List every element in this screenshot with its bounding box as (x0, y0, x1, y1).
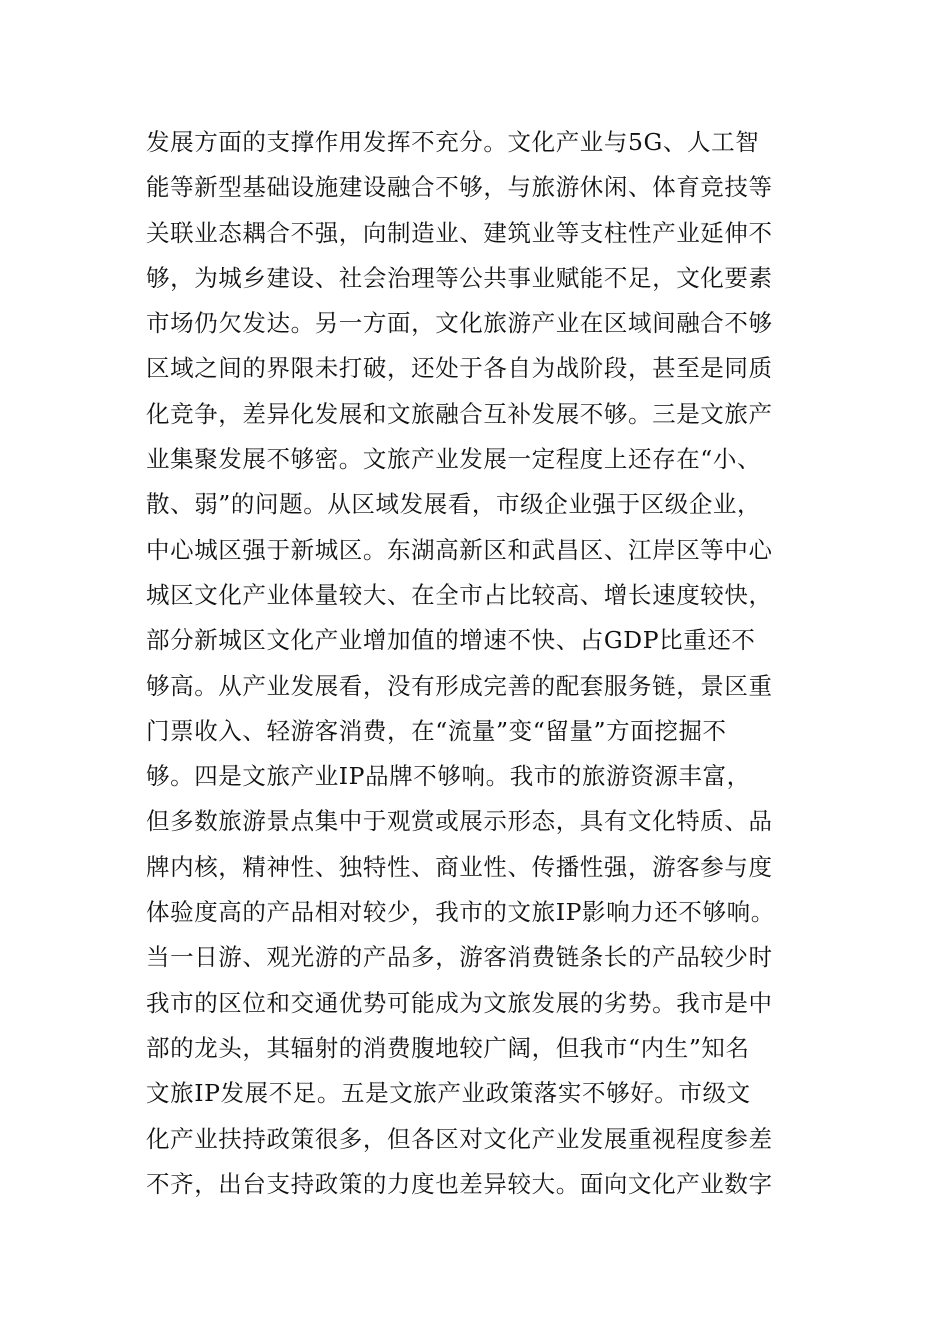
text-line: 部的龙头，其辐射的消费腹地较广阔，但我市“内生”知名 (146, 1033, 750, 1062)
text-line: 部分新城区文化产业增加值的增速不快、占GDP比重还不 (146, 626, 756, 655)
text-line: 但多数旅游景点集中于观赏或展示形态，具有文化特质、品 (146, 807, 773, 836)
text-line: 散、弱”的问题。从区域发展看，市级企业强于区级企业， (146, 490, 762, 519)
body-text (146, 120, 846, 1207)
text-line: 区域之间的界限未打破，还处于各自为战阶段，甚至是同质 (146, 354, 773, 383)
text-line: 门票收入、轻游客消费，在“流量”变“留量”方面挖掘不 (146, 716, 727, 745)
text-line: 化产业扶持政策很多，但各区对文化产业发展重视程度参差 (146, 1124, 773, 1153)
text-line: 当一日游、观光游的产品多，游客消费链条长的产品较少时 (146, 943, 773, 972)
text-line: 够高。从产业发展看，没有形成完善的配套服务链，景区重 (146, 671, 773, 700)
text-line: 牌内核，精神性、独特性、商业性、传播性强，游客参与度 (146, 852, 773, 881)
text-line: 不齐，出台支持政策的力度也差异较大。面向文化产业数字 (146, 1169, 773, 1198)
text-line: 市场仍欠发达。另一方面，文化旅游产业在区域间融合不够 (146, 309, 773, 338)
text-line: 文旅IP发展不足。五是文旅产业政策落实不够好。市级文 (146, 1079, 751, 1108)
text-line: 化竞争，差异化发展和文旅融合互补发展不够。三是文旅产 (146, 399, 773, 428)
text-line: 够，为城乡建设、社会治理等公共事业赋能不足，文化要素 (146, 263, 773, 292)
text-line: 体验度高的产品相对较少，我市的文旅IP影响力还不够响。 (146, 898, 775, 927)
text-line: 我市的区位和交通优势可能成为文旅发展的劣势。我市是中 (146, 988, 773, 1017)
text-line: 中心城区强于新城区。东湖高新区和武昌区、江岸区等中心 (146, 535, 773, 564)
text-line: 关联业态耦合不强，向制造业、建筑业等支柱性产业延伸不 (146, 218, 773, 247)
text-line: 能等新型基础设施建设融合不够，与旅游休闲、体育竞技等 (146, 173, 773, 202)
text-line: 城区文化产业体量较大、在全市占比较高、增长速度较快， (146, 580, 773, 609)
text-line: 发展方面的支撑作用发挥不充分。文化产业与5G、人工智 (146, 128, 760, 156)
text-line: 业集聚发展不够密。文旅产业发展一定程度上还存在“小、 (146, 445, 762, 474)
text-line: 够。四是文旅产业IP品牌不够响。我市的旅游资源丰富， (146, 762, 751, 791)
